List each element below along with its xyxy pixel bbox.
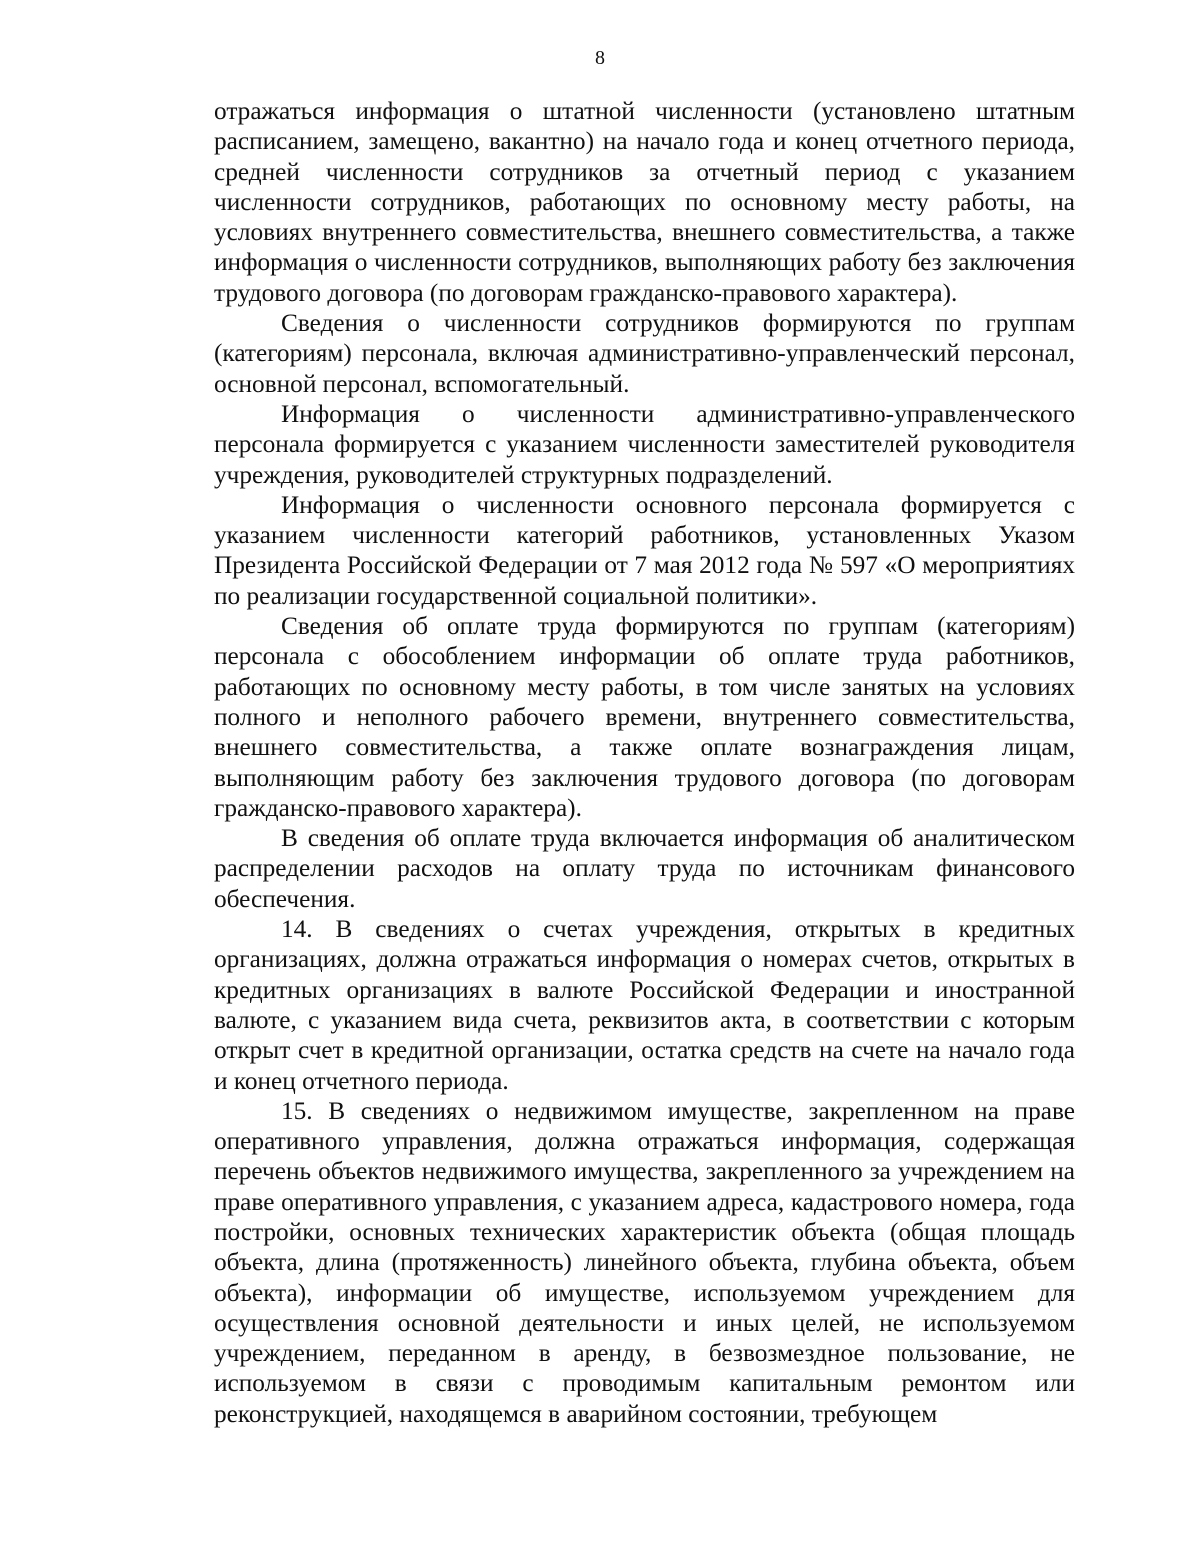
page-number: 8 [595,47,605,69]
paragraph-main-staff: Информация о численности основного персонала формируется с указанием численности категорий работников, установленных Указом Президента Российской Федерации от 7 мая 2012 года № 597 «О мероприятиях по реализации государственной социальной политики». [214,490,1075,610]
paragraph-item-14-accounts: 14. В сведениях о счетах учреждения, открытых в кредитных организациях, должна отражаться информация о номерах счетов, открытых в кредитных организациях в валюте Российской Федерации и иностранной валюте, с указанием вида счета, реквизитов акта, в соответствии с которым открыт счет в кредитной организации, остатка средств на счете на начало года и конец отчетного периода. [214,915,1075,1095]
paragraph-item-15-real-estate: 15. В сведениях о недвижимом имуществе, закрепленном на праве оперативного управления, должна отражаться информация, содержащая перечень объектов недвижимого имущества, закрепленного за учреждением на праве оперативного управления, с указанием адреса, кадастрового номера, года постройки, основных технических характеристик объекта (общая площадь объекта, длина (протяженность) линейного объекта, глубина объекта, объем объекта), информации об имуществе, используемом учреждением для осуществления основной деятельности и иных целей, не используемом учреждением, переданном в аренду, в безвозмездное пользование, не используемом в связи с проводимым капитальным ремонтом или реконструкцией, находящемся в аварийном состоянии, требующем [214,1096,1075,1428]
paragraph-admin-staff: Информация о численности административно-управленческого персонала формируется с указанием численности заместителей руководителя учреждения, руководителей структурных подразделений. [214,399,1075,489]
paragraph-salary-info: Сведения об оплате труда формируются по группам (категориям) персонала с обособлением информации об оплате труда работников, работающих по основному месту работы, в том числе занятых на условиях полного и неполного рабочего времени, внутреннего совместительства, внешнего совместительства, а также оплате вознаграждения лицам, выполняющим работу без заключения трудового договора (по договорам гражданско-правового характера). [214,612,1075,822]
document-body [214,96,1075,1429]
paragraph-staff-numbers: отражаться информация о штатной численности (установлено штатным расписанием, замещено, вакантно) на начало года и конец отчетного периода, средней численности сотрудников за отчетный период с указанием численности сотрудников, работающих по основному месту работы, на условиях внутреннего совместительства, внешнего совместительства, а также информация о численности сотрудников, выполняющих работу без заключения трудового договора (по договорам гражданско-правового характера). [214,97,1075,307]
paragraph-salary-sources: В сведения об оплате труда включается информация об аналитическом распределении расходов на оплату труда по источникам финансового обеспечения. [214,824,1075,913]
paragraph-staff-groups: Сведения о численности сотрудников формируются по группам (категориям) персонала, включая административно-управленческий персонал, основной персонал, вспомогательный. [214,309,1075,398]
